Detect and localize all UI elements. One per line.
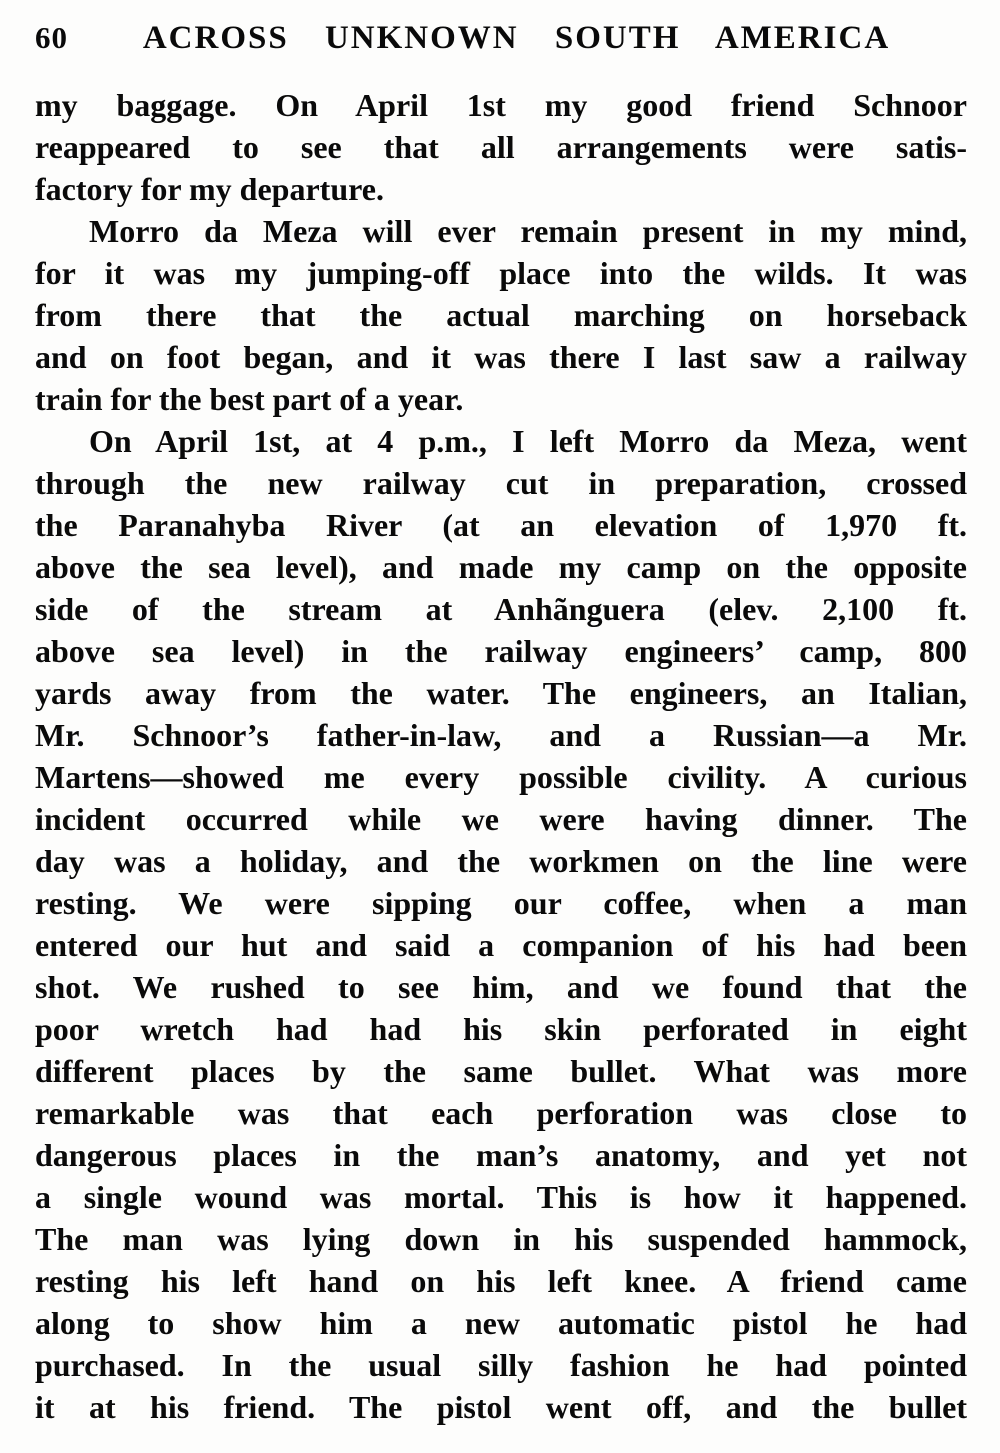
text-line: above the sea level), and made my camp on the opposite xyxy=(35,549,967,585)
text-line: shot. We rushed to see him, and we found that the xyxy=(35,969,967,1005)
page-header xyxy=(35,20,965,64)
text-line: remarkable was that each perforation was close to xyxy=(35,1095,967,1131)
text-line: side of the stream at Anhãnguera (elev. 2,100 ft. xyxy=(35,591,967,627)
running-head: ACROSS UNKNOWN SOUTH AMERICA xyxy=(142,20,891,56)
text-line: day was a holiday, and the workmen on the line were xyxy=(35,843,967,879)
text-line: dangerous places in the man’s anatomy, and yet not xyxy=(35,1137,967,1173)
text-line: The man was lying down in his suspended hammock, xyxy=(35,1221,967,1257)
text-line: from there that the actual marching on horseback xyxy=(35,297,967,333)
paragraph xyxy=(35,84,967,210)
text-line: purchased. In the usual silly fashion he had pointed xyxy=(35,1347,967,1383)
text-line: different places by the same bullet. What was more xyxy=(35,1053,967,1089)
text-line: through the new railway cut in preparation, crossed xyxy=(35,465,967,501)
paragraph xyxy=(35,420,967,1428)
text-line: train for the best part of a year. xyxy=(35,381,464,417)
text-line: above sea level) in the railway engineers’ camp, 800 xyxy=(35,633,967,669)
text-line: a single wound was mortal. This is how it happened. xyxy=(35,1179,967,1215)
paragraph xyxy=(35,210,967,420)
text-line: factory for my departure. xyxy=(35,171,384,207)
text-line: resting. We were sipping our coffee, when a man xyxy=(35,885,967,921)
text-line: On April 1st, at 4 p.m., I left Morro da Meza, went xyxy=(89,423,967,459)
text-line: yards away from the water. The engineers, an Italian, xyxy=(35,675,967,711)
text-line: Martens—showed me every possible civility. A curious xyxy=(35,759,967,795)
text-line: Mr. Schnoor’s father-in-law, and a Russian—a Mr. xyxy=(35,717,967,753)
text-line: my baggage. On April 1st my good friend Schnoor xyxy=(35,87,967,123)
text-line: it at his friend. The pistol went off, and the bullet xyxy=(35,1389,967,1425)
page-number: 60 xyxy=(35,20,68,55)
text-line: and on foot began, and it was there I last saw a railway xyxy=(35,339,967,375)
text-line: entered our hut and said a companion of his had been xyxy=(35,927,967,963)
text-line: along to show him a new automatic pistol he had xyxy=(35,1305,967,1341)
text-line: incident occurred while we were having dinner. The xyxy=(35,801,967,837)
page-body xyxy=(35,84,967,1428)
text-line: Morro da Meza will ever remain present in my mind, xyxy=(89,213,967,249)
text-line: reappeared to see that all arrangements were satis- xyxy=(35,129,967,165)
text-line: poor wretch had had his skin perforated in eight xyxy=(35,1011,967,1047)
text-line: the Paranahyba River (at an elevation of 1,970 ft. xyxy=(35,507,967,543)
text-line: resting his left hand on his left knee. A friend came xyxy=(35,1263,967,1299)
text-line: for it was my jumping-off place into the wilds. It was xyxy=(35,255,967,291)
